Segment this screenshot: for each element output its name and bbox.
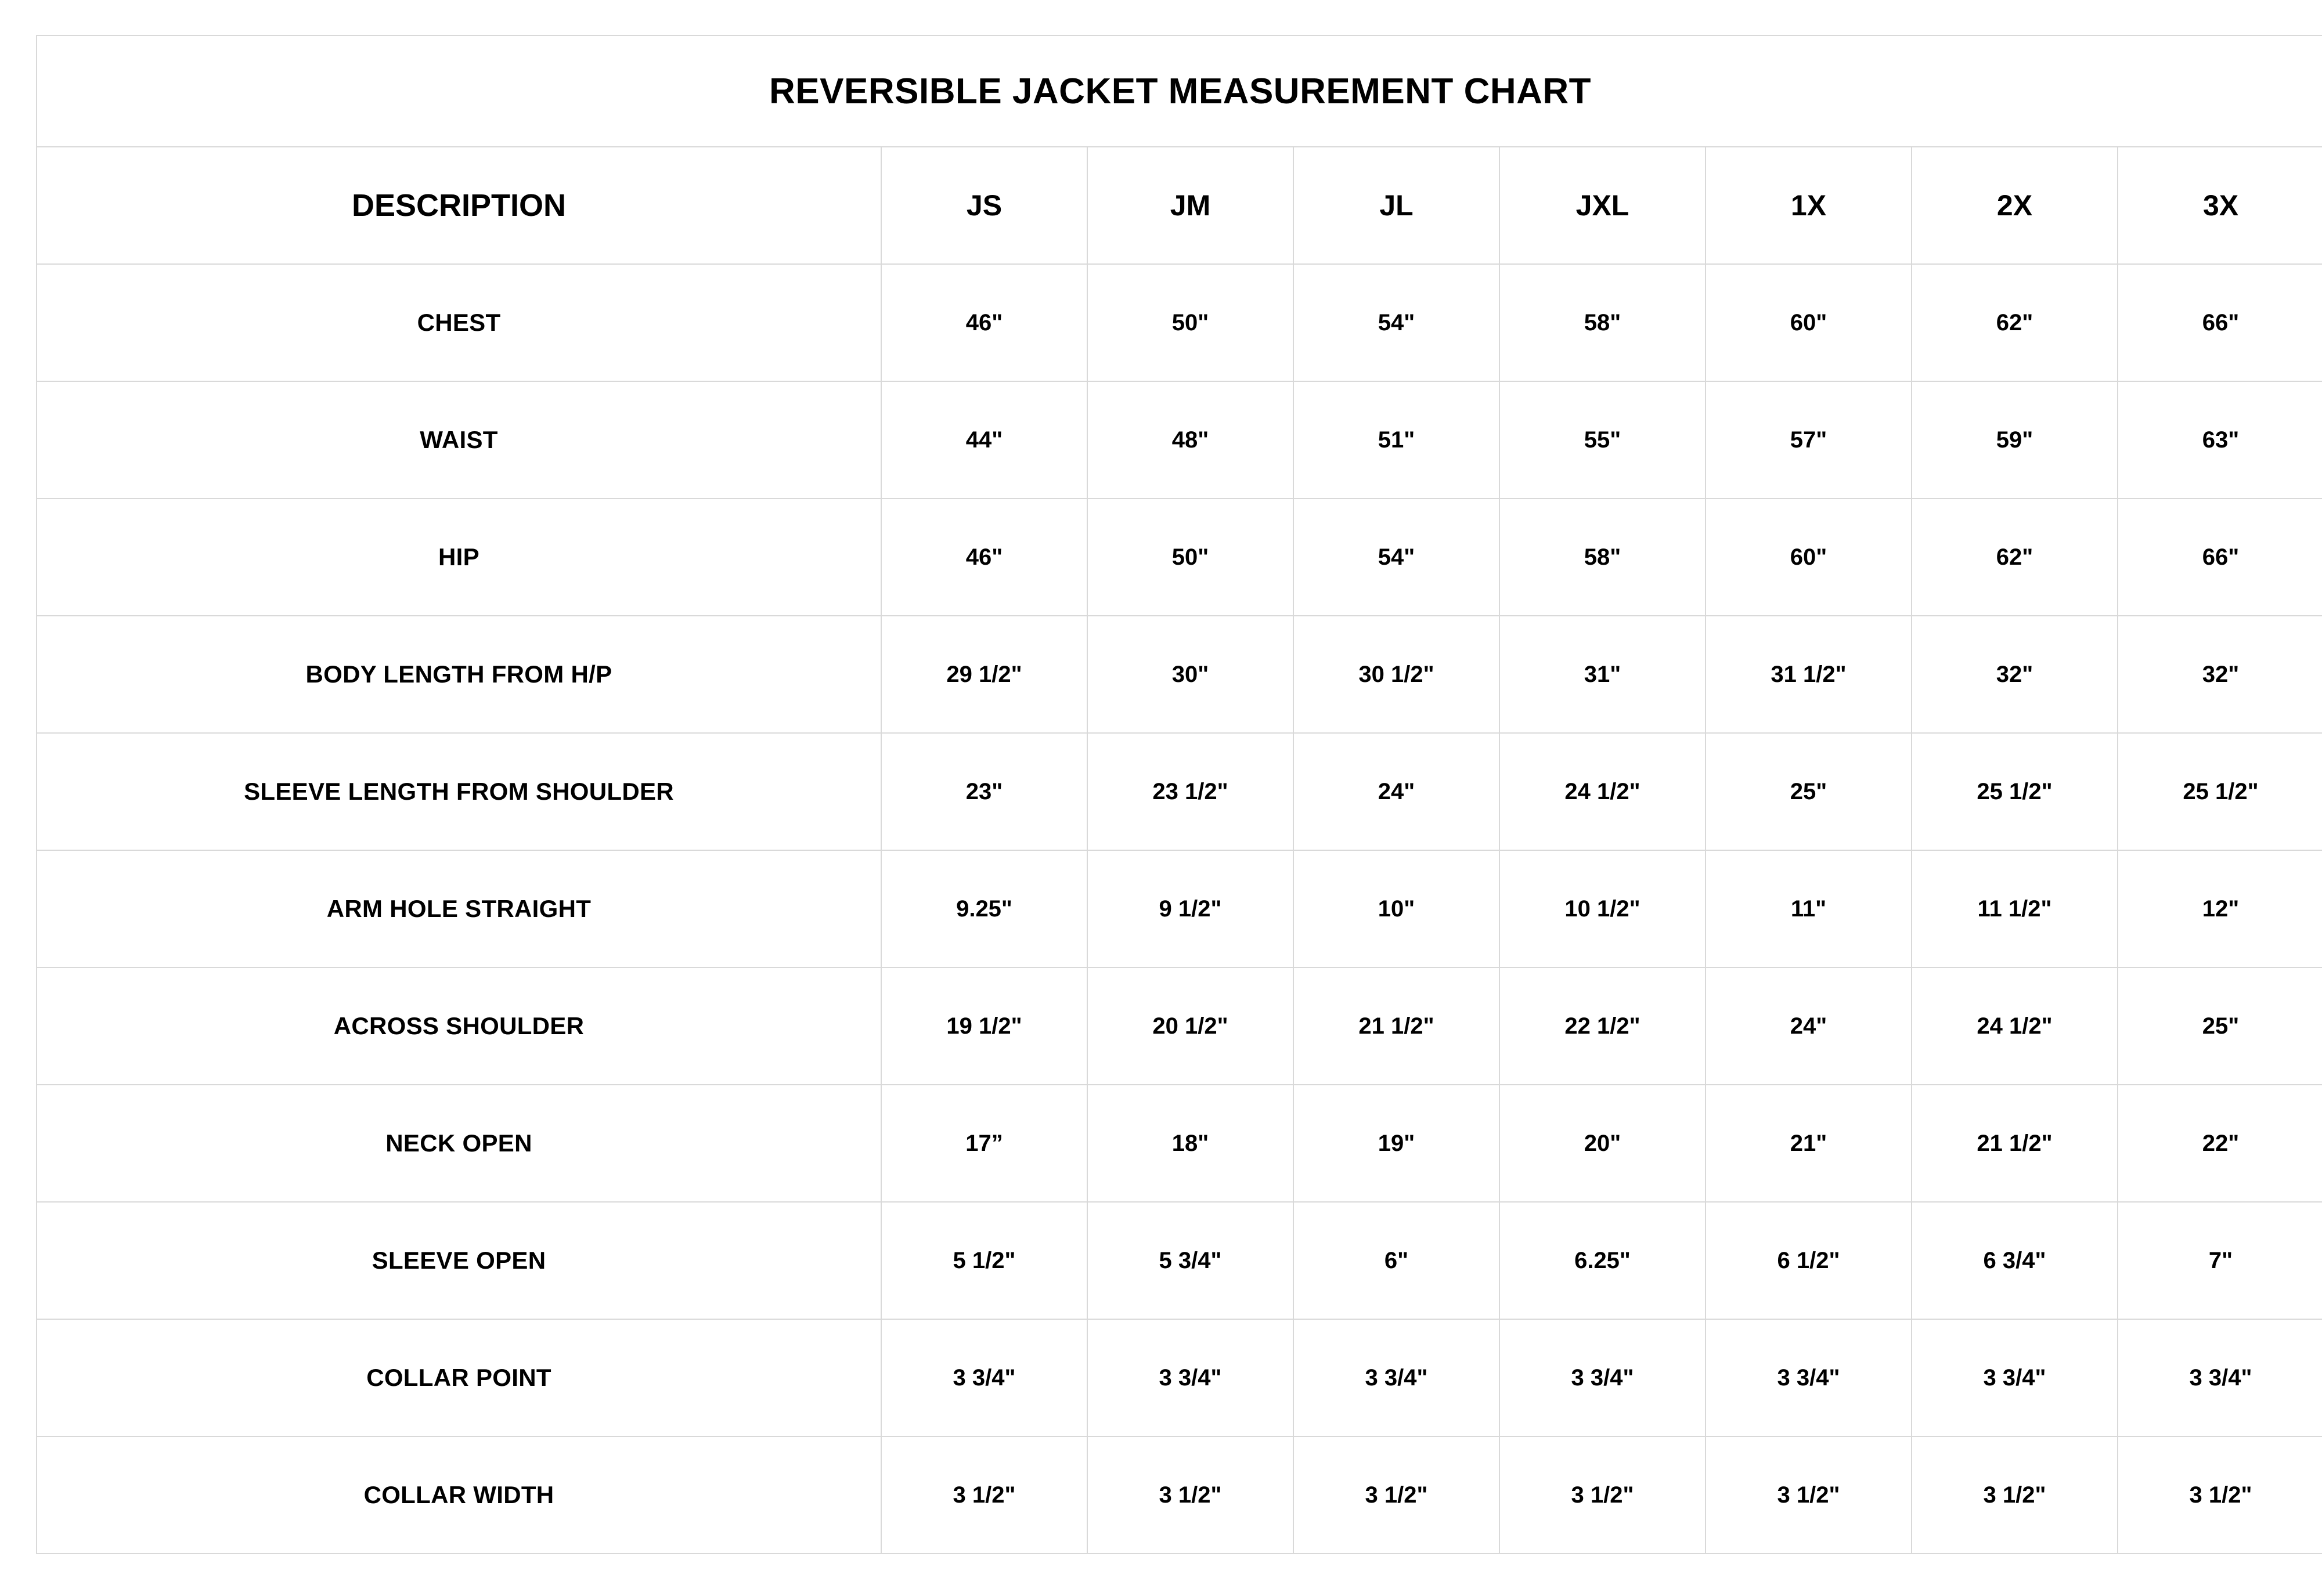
measurement-value: 7" [2118, 1202, 2322, 1319]
measurement-value: 3 1/2" [1293, 1436, 1499, 1554]
measurement-label: SLEEVE OPEN [37, 1202, 881, 1319]
measurement-value: 3 3/4" [2118, 1319, 2322, 1436]
measurement-value: 20" [1499, 1085, 1706, 1202]
measurement-value: 21 1/2" [1912, 1085, 2118, 1202]
measurement-value: 22" [2118, 1085, 2322, 1202]
measurement-value: 11 1/2" [1912, 850, 2118, 967]
measurement-value: 50" [1087, 499, 1293, 616]
measurement-value: 60" [1706, 264, 1912, 381]
measurement-label: BODY LENGTH FROM H/P [37, 616, 881, 733]
measurement-value: 3 1/2" [1706, 1436, 1912, 1554]
measurement-label: COLLAR WIDTH [37, 1436, 881, 1554]
table-row [37, 1319, 2322, 1436]
measurement-value: 5 1/2" [881, 1202, 1087, 1319]
measurement-value: 22 1/2" [1499, 967, 1706, 1085]
measurement-value: 63" [2118, 381, 2322, 499]
measurement-value: 21 1/2" [1293, 967, 1499, 1085]
measurement-value: 66" [2118, 499, 2322, 616]
measurement-value: 50" [1087, 264, 1293, 381]
measurement-label: WAIST [37, 381, 881, 499]
measurement-value: 3 3/4" [1087, 1319, 1293, 1436]
measurement-value: 19 1/2" [881, 967, 1087, 1085]
measurement-value: 3 3/4" [881, 1319, 1087, 1436]
table-row [37, 264, 2322, 381]
column-header-description: DESCRIPTION [37, 147, 881, 264]
chart-title: REVERSIBLE JACKET MEASUREMENT CHART [37, 35, 2322, 147]
measurement-value: 25" [2118, 967, 2322, 1085]
measurement-label: COLLAR POINT [37, 1319, 881, 1436]
measurement-value: 6" [1293, 1202, 1499, 1319]
measurement-value: 29 1/2" [881, 616, 1087, 733]
table-row [37, 967, 2322, 1085]
measurement-value: 62" [1912, 499, 2118, 616]
measurement-value: 18" [1087, 1085, 1293, 1202]
measurement-value: 10 1/2" [1499, 850, 1706, 967]
measurement-value: 54" [1293, 264, 1499, 381]
measurement-label: SLEEVE LENGTH FROM SHOULDER [37, 733, 881, 850]
measurement-value: 17” [881, 1085, 1087, 1202]
measurement-value: 25 1/2" [1912, 733, 2118, 850]
measurement-value: 24" [1706, 967, 1912, 1085]
measurement-value: 32" [1912, 616, 2118, 733]
measurement-value: 5 3/4" [1087, 1202, 1293, 1319]
measurement-value: 46" [881, 264, 1087, 381]
measurement-value: 10" [1293, 850, 1499, 967]
column-header-1x: 1X [1706, 147, 1912, 264]
column-header-jxl: JXL [1499, 147, 1706, 264]
measurement-value: 3 1/2" [1087, 1436, 1293, 1554]
measurement-label: HIP [37, 499, 881, 616]
column-header-jm: JM [1087, 147, 1293, 264]
measurement-value: 32" [2118, 616, 2322, 733]
measurement-value: 44" [881, 381, 1087, 499]
measurement-value: 23" [881, 733, 1087, 850]
table-row [37, 1436, 2322, 1554]
table-row [37, 1085, 2322, 1202]
measurement-value: 59" [1912, 381, 2118, 499]
measurement-chart-table [36, 35, 2322, 1554]
measurement-value: 57" [1706, 381, 1912, 499]
column-header-jl: JL [1293, 147, 1499, 264]
measurement-value: 30" [1087, 616, 1293, 733]
measurement-value: 30 1/2" [1293, 616, 1499, 733]
table-row [37, 1202, 2322, 1319]
table-row [37, 381, 2322, 499]
measurement-value: 3 3/4" [1912, 1319, 2118, 1436]
measurement-value: 6 3/4" [1912, 1202, 2118, 1319]
measurement-value: 31" [1499, 616, 1706, 733]
measurement-value: 3 1/2" [1499, 1436, 1706, 1554]
measurement-value: 25" [1706, 733, 1912, 850]
measurement-label: ARM HOLE STRAIGHT [37, 850, 881, 967]
column-header-2x: 2X [1912, 147, 2118, 264]
chart-title-row [37, 35, 2322, 147]
measurement-value: 31 1/2" [1706, 616, 1912, 733]
measurement-value: 20 1/2" [1087, 967, 1293, 1085]
measurement-value: 25 1/2" [2118, 733, 2322, 850]
measurement-value: 12" [2118, 850, 2322, 967]
measurement-value: 60" [1706, 499, 1912, 616]
measurement-value: 3 1/2" [2118, 1436, 2322, 1554]
measurement-value: 21" [1706, 1085, 1912, 1202]
measurement-label: CHEST [37, 264, 881, 381]
table-row [37, 616, 2322, 733]
table-row [37, 733, 2322, 850]
measurement-value: 3 1/2" [881, 1436, 1087, 1554]
measurement-value: 3 1/2" [1912, 1436, 2118, 1554]
measurement-value: 23 1/2" [1087, 733, 1293, 850]
table-row [37, 850, 2322, 967]
chart-header-row [37, 147, 2322, 264]
measurement-value: 24 1/2" [1499, 733, 1706, 850]
measurement-value: 19" [1293, 1085, 1499, 1202]
measurement-value: 54" [1293, 499, 1499, 616]
measurement-label: NECK OPEN [37, 1085, 881, 1202]
measurement-value: 62" [1912, 264, 2118, 381]
measurement-value: 6 1/2" [1706, 1202, 1912, 1319]
measurement-value: 24" [1293, 733, 1499, 850]
measurement-value: 11" [1706, 850, 1912, 967]
measurement-value: 46" [881, 499, 1087, 616]
measurement-value: 24 1/2" [1912, 967, 2118, 1085]
measurement-value: 48" [1087, 381, 1293, 499]
measurement-value: 9 1/2" [1087, 850, 1293, 967]
measurement-label: ACROSS SHOULDER [37, 967, 881, 1085]
measurement-value: 58" [1499, 499, 1706, 616]
measurement-value: 66" [2118, 264, 2322, 381]
measurement-value: 6.25" [1499, 1202, 1706, 1319]
measurement-value: 58" [1499, 264, 1706, 381]
column-header-3x: 3X [2118, 147, 2322, 264]
column-header-js: JS [881, 147, 1087, 264]
measurement-value: 3 3/4" [1706, 1319, 1912, 1436]
measurement-value: 9.25" [881, 850, 1087, 967]
table-row [37, 499, 2322, 616]
measurement-value: 3 3/4" [1499, 1319, 1706, 1436]
measurement-value: 55" [1499, 381, 1706, 499]
measurement-value: 3 3/4" [1293, 1319, 1499, 1436]
measurement-value: 51" [1293, 381, 1499, 499]
